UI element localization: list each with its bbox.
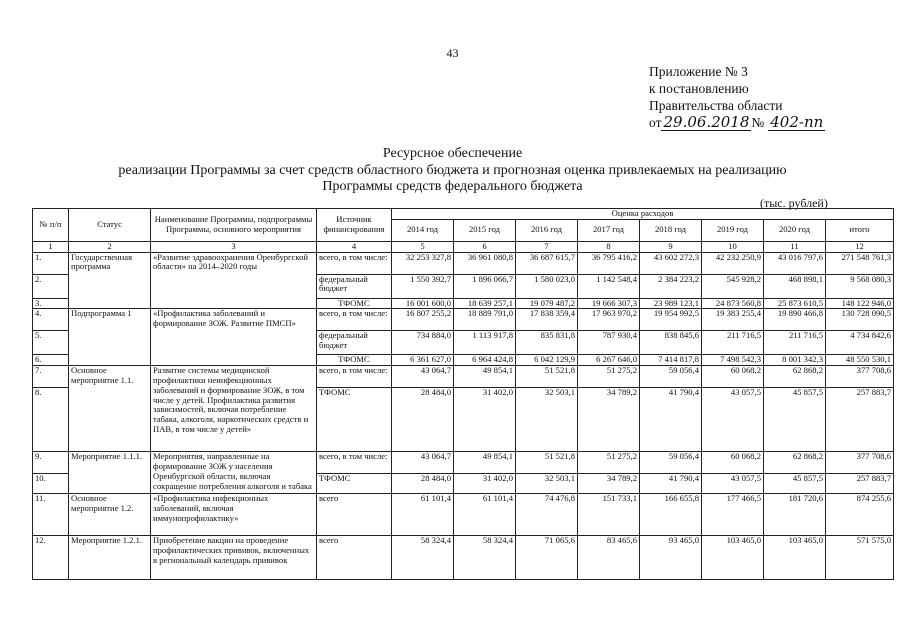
- total-cell: 48 550 530,1: [826, 355, 894, 366]
- row-source: всего, в том числе:: [317, 252, 392, 274]
- decree-number: 402-пп: [770, 113, 824, 131]
- decree-reference: [649, 114, 825, 131]
- value-cell: 51 521,8: [516, 366, 578, 388]
- row-source: федеральный бюджет: [317, 274, 392, 298]
- row-source: ТФОМС: [317, 298, 392, 309]
- appendix-line-3: Правительства области: [649, 98, 783, 113]
- value-cell: 36 961 080,8: [454, 252, 516, 274]
- value-cell: 45 857,5: [764, 388, 826, 452]
- row-number: 6.: [33, 355, 69, 366]
- value-cell: 103 465,0: [702, 536, 764, 580]
- value-cell: 49 854,1: [454, 452, 516, 474]
- value-cell: 61 101,4: [392, 494, 454, 536]
- value-cell: 60 068,2: [702, 452, 764, 474]
- value-cell: 835 831,8: [516, 331, 578, 355]
- row-source: всего, в том числе:: [317, 366, 392, 388]
- total-cell: 377 708,6: [826, 452, 894, 474]
- value-cell: 60 068,2: [702, 366, 764, 388]
- value-cell: 19 079 487,2: [516, 298, 578, 309]
- title-line-1: Ресурсное обеспечение: [382, 146, 523, 161]
- value-cell: 41 790,4: [640, 388, 702, 452]
- row-name: Мероприятия, направленные на формирование ЗОЖ у населения Оренбургской области, включая сокращение потребления алкоголя и табака: [151, 452, 317, 494]
- row-source: ТФОМС: [317, 474, 392, 494]
- value-cell: 45 857,5: [764, 474, 826, 494]
- column-number: 10: [702, 241, 764, 252]
- value-cell: 103 465,0: [764, 536, 826, 580]
- value-cell: 181 720,6: [764, 494, 826, 536]
- header-year: 2017 год: [578, 219, 640, 241]
- header-total: итого: [826, 219, 894, 241]
- row-number: 10.: [33, 474, 69, 494]
- value-cell: 17 838 359,4: [516, 309, 578, 331]
- row-number: 7.: [33, 366, 69, 388]
- total-cell: 874 255,6: [826, 494, 894, 536]
- row-name: Приобретение вакцин на проведение профилактических прививок, включенных в региональный календарь прививок: [151, 536, 317, 580]
- table-row: [33, 366, 894, 388]
- value-cell: 166 655,8: [640, 494, 702, 536]
- header-year: 2020 год: [764, 219, 826, 241]
- value-cell: 211 716,5: [702, 331, 764, 355]
- value-cell: 43 064,7: [392, 366, 454, 388]
- row-status: Основное мероприятие 1.2.: [69, 494, 151, 536]
- value-cell: 1 113 917,8: [454, 331, 516, 355]
- total-cell: 571 575,0: [826, 536, 894, 580]
- value-cell: 34 789,2: [578, 388, 640, 452]
- value-cell: 32 503,1: [516, 474, 578, 494]
- value-cell: 31 402,0: [454, 474, 516, 494]
- row-status: Мероприятие 1.1.1.: [69, 452, 151, 494]
- value-cell: 19 383 255,4: [702, 309, 764, 331]
- row-source: всего: [317, 536, 392, 580]
- row-source: всего, в том числе:: [317, 309, 392, 331]
- value-cell: 62 868,2: [764, 452, 826, 474]
- decree-date: 29.06.2018: [663, 113, 750, 131]
- row-status: Подпрограмма 1: [69, 309, 151, 366]
- value-cell: 43 016 797,6: [764, 252, 826, 274]
- total-cell: 9 568 080,3: [826, 274, 894, 298]
- column-number: 1: [33, 241, 69, 252]
- column-number: 8: [578, 241, 640, 252]
- value-cell: 41 790,4: [640, 474, 702, 494]
- number-sign: №: [751, 115, 765, 130]
- value-cell: 42 232 250,9: [702, 252, 764, 274]
- value-cell: 838 845,6: [640, 331, 702, 355]
- value-cell: 6 361 627,0: [392, 355, 454, 366]
- value-cell: 71 065,6: [516, 536, 578, 580]
- column-number: 3: [151, 241, 317, 252]
- row-status: Основное мероприятие 1.1.: [69, 366, 151, 452]
- value-cell: 1 142 548,4: [578, 274, 640, 298]
- appendix-line-1: Приложение № 3: [649, 64, 748, 79]
- value-cell: 545 928,2: [702, 274, 764, 298]
- column-number: 5: [392, 241, 454, 252]
- header-year: 2019 год: [702, 219, 764, 241]
- value-cell: 49 854,1: [454, 366, 516, 388]
- row-number: 12.: [33, 536, 69, 580]
- header-year: 2018 год: [640, 219, 702, 241]
- value-cell: 1 896 066,7: [454, 274, 516, 298]
- value-cell: 6 267 646,0: [578, 355, 640, 366]
- row-name: Развитие системы медицинской профилактики неинфекционных заболеваний и формирование ЗОЖ, в том числе у детей. Профилактика развития зависимостей, включая потребление табака, алкоголя, наркотических средств и ПАВ, в том числе у детей»: [151, 366, 317, 452]
- value-cell: 31 402,0: [454, 388, 516, 452]
- value-cell: 58 324,4: [454, 536, 516, 580]
- header-year: 2014 год: [392, 219, 454, 241]
- value-cell: 59 056,4: [640, 452, 702, 474]
- value-cell: 59 056,4: [640, 366, 702, 388]
- row-number: 11.: [33, 494, 69, 536]
- value-cell: 74 476,8: [516, 494, 578, 536]
- row-name: «Профилактика заболеваний и формирование ЗОЖ. Развитие ПМСП»: [151, 309, 317, 366]
- row-status: Мероприятие 1.2.1.: [69, 536, 151, 580]
- value-cell: 468 898,1: [764, 274, 826, 298]
- page-number: 43: [446, 46, 459, 60]
- value-cell: 2 384 223,2: [640, 274, 702, 298]
- appendix-line-2: к постановлению: [649, 81, 749, 96]
- title-line-3: Программы средств федерального бюджета: [322, 179, 583, 194]
- value-cell: 19 666 307,3: [578, 298, 640, 309]
- header-estimate: Оценка расходов: [392, 209, 894, 220]
- value-cell: 61 101,4: [454, 494, 516, 536]
- column-number: 4: [317, 241, 392, 252]
- total-cell: 130 728 090,5: [826, 309, 894, 331]
- table-row: [33, 452, 894, 474]
- from-prefix: от: [649, 115, 662, 130]
- total-cell: 257 883,7: [826, 388, 894, 452]
- value-cell: 24 873 560,8: [702, 298, 764, 309]
- total-cell: 148 122 946,0: [826, 298, 894, 309]
- value-cell: 23 989 123,1: [640, 298, 702, 309]
- table-row: [33, 536, 894, 580]
- units-label: (тыс. рублей): [760, 196, 828, 210]
- column-number: 11: [764, 241, 826, 252]
- value-cell: 62 868,2: [764, 366, 826, 388]
- value-cell: 51 275,2: [578, 452, 640, 474]
- resource-table: [32, 208, 894, 580]
- column-number: 2: [69, 241, 151, 252]
- value-cell: 16 001 600,0: [392, 298, 454, 309]
- row-number: 8.: [33, 388, 69, 452]
- header-source: Источник финансирования: [317, 209, 392, 242]
- value-cell: 51 521,8: [516, 452, 578, 474]
- value-cell: 43 602 272,3: [640, 252, 702, 274]
- value-cell: 7 414 817,8: [640, 355, 702, 366]
- value-cell: 51 275,2: [578, 366, 640, 388]
- value-cell: 36 687 615,7: [516, 252, 578, 274]
- table-row: [33, 252, 894, 274]
- value-cell: 28 484,0: [392, 388, 454, 452]
- total-cell: 4 734 842,6: [826, 331, 894, 355]
- row-number: 2.: [33, 274, 69, 298]
- value-cell: 43 064,7: [392, 452, 454, 474]
- value-cell: 1 580 023,0: [516, 274, 578, 298]
- value-cell: 32 253 327,8: [392, 252, 454, 274]
- row-number: 3.: [33, 298, 69, 309]
- total-cell: 271 548 761,3: [826, 252, 894, 274]
- value-cell: 28 484,0: [392, 474, 454, 494]
- value-cell: 16 807 255,2: [392, 309, 454, 331]
- value-cell: 32 503,1: [516, 388, 578, 452]
- row-number: 5.: [33, 331, 69, 355]
- value-cell: 1 550 392,7: [392, 274, 454, 298]
- value-cell: 58 324,4: [392, 536, 454, 580]
- value-cell: 734 884,0: [392, 331, 454, 355]
- column-numbers-row: [33, 241, 894, 252]
- header-year: 2016 год: [516, 219, 578, 241]
- table-row: [33, 494, 894, 536]
- total-cell: 377 708,6: [826, 366, 894, 388]
- value-cell: 93 465,0: [640, 536, 702, 580]
- header-name: Наименование Программы, подпрограммы Программы, основного мероприятия: [151, 209, 317, 242]
- row-number: 4.: [33, 309, 69, 331]
- value-cell: 43 057,5: [702, 474, 764, 494]
- column-number: 6: [454, 241, 516, 252]
- value-cell: 177 466,5: [702, 494, 764, 536]
- column-number: 9: [640, 241, 702, 252]
- value-cell: 19 954 992,5: [640, 309, 702, 331]
- value-cell: 6 964 424,8: [454, 355, 516, 366]
- value-cell: 8 001 342,3: [764, 355, 826, 366]
- appendix-block: [649, 63, 825, 131]
- row-name: «Профилактика инфекционных заболеваний, включая иммунопрофилактику»: [151, 494, 317, 536]
- row-number: 9.: [33, 452, 69, 474]
- header-status: Статус: [69, 209, 151, 242]
- row-status: Государственная программа: [69, 252, 151, 309]
- row-source: ТФОМС: [317, 355, 392, 366]
- value-cell: 43 057,5: [702, 388, 764, 452]
- column-number: 7: [516, 241, 578, 252]
- row-source: ТФОМС: [317, 388, 392, 452]
- value-cell: 36 795 416,2: [578, 252, 640, 274]
- value-cell: 18 889 791,0: [454, 309, 516, 331]
- value-cell: 18 639 257,1: [454, 298, 516, 309]
- value-cell: 211 716,5: [764, 331, 826, 355]
- value-cell: 151 733,1: [578, 494, 640, 536]
- document-title: [0, 146, 905, 196]
- value-cell: 25 873 610,5: [764, 298, 826, 309]
- value-cell: 787 930,4: [578, 331, 640, 355]
- title-line-2: реализации Программы за счет средств областного бюджета и прогнозная оценка привлекаемых на реализацию: [118, 162, 787, 178]
- column-number: 12: [826, 241, 894, 252]
- row-name: «Развитие здравоохранения Оренбургской области» на 2014–2020 годы: [151, 252, 317, 309]
- header-year: 2015 год: [454, 219, 516, 241]
- value-cell: 83 465,6: [578, 536, 640, 580]
- value-cell: 19 890 466,8: [764, 309, 826, 331]
- row-number: 1.: [33, 252, 69, 274]
- header-num: № п/п: [33, 209, 69, 242]
- row-source: федеральный бюджет: [317, 331, 392, 355]
- table-row: [33, 309, 894, 331]
- value-cell: 17 963 970,2: [578, 309, 640, 331]
- row-source: всего, в том числе:: [317, 452, 392, 474]
- value-cell: 34 789,2: [578, 474, 640, 494]
- value-cell: 7 498 542,3: [702, 355, 764, 366]
- value-cell: 6 042 129,9: [516, 355, 578, 366]
- row-source: всего: [317, 494, 392, 536]
- total-cell: 257 883,7: [826, 474, 894, 494]
